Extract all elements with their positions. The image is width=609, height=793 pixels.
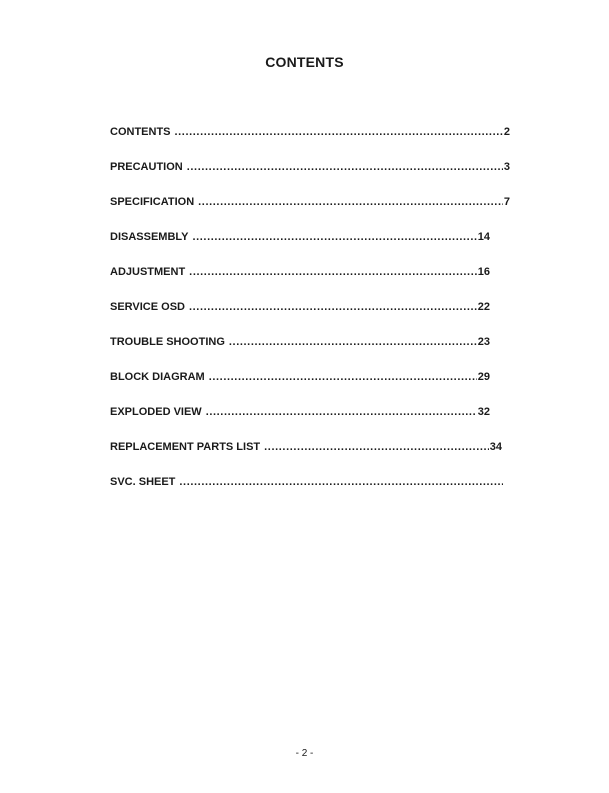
toc-entry-specification[interactable] [110,192,510,227]
toc-entry-label: SVC. SHEET [110,476,176,488]
toc-entry-precaution[interactable] [110,157,510,192]
toc-entry-label: EXPLODED VIEW [110,406,202,418]
toc-entry-adjustment[interactable] [110,262,490,297]
toc-entry-label: ADJUSTMENT [110,266,186,278]
toc-entry-exploded-view[interactable] [110,402,490,437]
dot-leader [175,122,503,142]
toc-entry-page: 23 [477,336,490,348]
dot-leader [179,472,503,492]
dot-leader [189,262,477,282]
toc-entry-page: 2 [503,126,510,138]
toc-entry-page: 29 [477,371,490,383]
dot-leader [209,367,477,387]
toc-entry-service-osd[interactable] [110,297,490,332]
toc-entry-trouble-shooting[interactable] [110,332,490,367]
dot-leader [206,402,477,422]
page-number-footer: - 2 - [295,748,314,759]
toc-entry-block-diagram[interactable] [110,367,490,402]
toc-entry-page: 22 [477,301,490,313]
page-title: CONTENTS [265,54,344,70]
toc-entry-label: BLOCK DIAGRAM [110,371,205,383]
toc-entry-page: 32 [477,406,490,418]
toc-entry-label: SPECIFICATION [110,196,195,208]
dot-leader [189,297,477,317]
toc-entry-label: CONTENTS [110,126,171,138]
toc-entry-replacement-parts-list[interactable] [110,437,502,472]
toc-entry-label: REPLACEMENT PARTS LIST [110,441,261,453]
toc-entry-label: TROUBLE SHOOTING [110,336,225,348]
toc-entry-page: 16 [477,266,490,278]
toc-entry-label: SERVICE OSD [110,301,185,313]
toc-entry-page: 3 [503,161,510,173]
toc-entry-label: DISASSEMBLY [110,231,189,243]
dot-leader [198,192,503,212]
dot-leader [187,157,503,177]
toc-entry-svc-sheet[interactable] [110,472,504,507]
toc-entry-contents[interactable] [110,122,510,157]
toc-entry-disassembly[interactable] [110,227,490,262]
table-of-contents [110,122,510,507]
toc-entry-page: 14 [477,231,490,243]
dot-leader [264,437,489,457]
toc-entry-page: 34 [489,441,502,453]
toc-entry-label: PRECAUTION [110,161,183,173]
dot-leader [229,332,477,352]
dot-leader [192,227,476,247]
toc-entry-page: 7 [503,196,510,208]
